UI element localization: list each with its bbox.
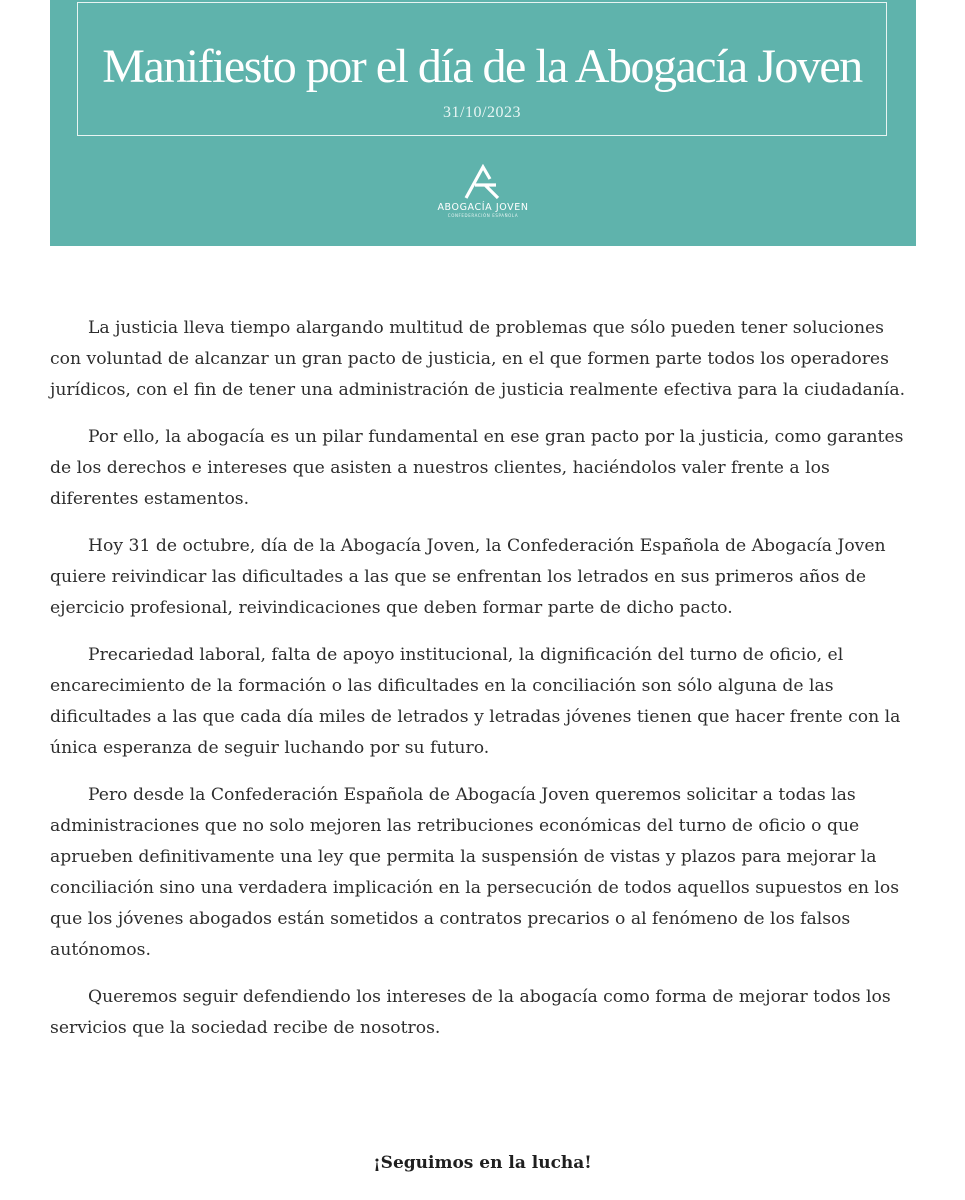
logo-name: ABOGACÍA JOVEN bbox=[437, 202, 529, 213]
logo-subtitle: CONFEDERACIÓN ESPAÑOLA bbox=[447, 213, 519, 218]
paragraph: Hoy 31 de octubre, día de la Abogacía Joven, la Confederación Española de Abogacía Joven quiere reivindicar las dificultades a las que se enfrentan los letrados en sus primeros años de ejercicio profesional, reivindicaciones que deben formar parte de dicho pacto. bbox=[50, 536, 886, 618]
abogacia-joven-logo bbox=[433, 164, 533, 232]
paragraph: La justicia lleva tiempo alargando multitud de problemas que sólo pueden tener soluciones con voluntad de alcanzar un gran pacto de justicia, en el que formen parte todos los operadores jurídicos, con el fin de tener una administración de justicia realmente efectiva para la ciudadanía. bbox=[50, 318, 906, 400]
header-banner bbox=[50, 0, 916, 246]
paragraph: Por ello, la abogacía es un pilar fundamental en ese gran pacto por la justicia, como garantes de los derechos e intereses que asisten a nuestros clientes, haciéndolos valer frente a los diferentes estamentos. bbox=[50, 427, 904, 509]
header-frame bbox=[77, 2, 887, 136]
paragraph: Precariedad laboral, falta de apoyo institucional, la dignificación del turno de oficio, el encarecimiento de la formación o las dificultades en la conciliación son sólo alguna de las dificultades a las que cada día miles de letrados y letradas jóvenes tienen que hacer frente con la única esperanza de seguir luchando por su futuro. bbox=[50, 645, 901, 758]
manifesto-body bbox=[50, 313, 916, 1060]
page-title: Manifiesto por el día de la Abogacía Joven bbox=[102, 40, 862, 93]
paragraph: Queremos seguir defendiendo los intereses de la abogacía como forma de mejorar todos los servicios que la sociedad recibe de nosotros. bbox=[50, 987, 891, 1038]
logo-a-icon bbox=[460, 164, 506, 200]
document-date: 31/10/2023 bbox=[443, 104, 521, 121]
paragraph: Pero desde la Confederación Española de Abogacía Joven queremos solicitar a todas las administraciones que no solo mejoren las retribuciones económicas del turno de oficio o que aprueben definitivamente una ley que permita la suspensión de vistas y plazos para mejorar la conciliación sino una verdadera implicación en la persecución de todos aquellos supuestos en los que los jóvenes abogados están sometidos a contratos precarios o al fenómeno de los falsos autónomos. bbox=[50, 785, 900, 960]
closing-slogan: ¡Seguimos en la lucha! bbox=[373, 1153, 592, 1173]
